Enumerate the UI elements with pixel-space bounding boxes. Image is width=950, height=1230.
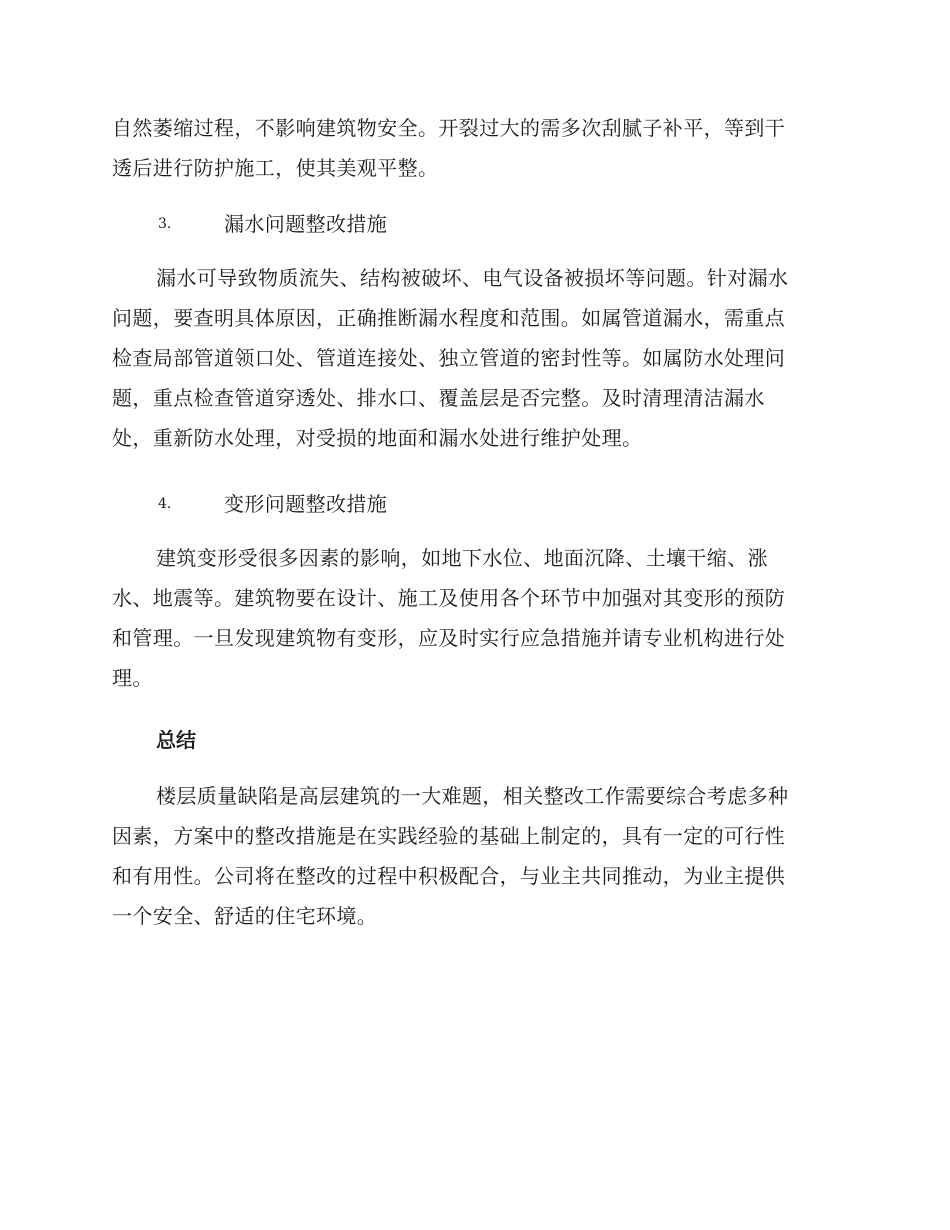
paragraph-line: 因素，方案中的整改措施是在实践经验的基础上制定的，具有一定的可行性 bbox=[112, 824, 786, 848]
paragraph-line: 水、地震等。建筑物要在设计、施工及使用各个环节中加强对其变形的预防 bbox=[112, 586, 786, 610]
paragraph-summary bbox=[112, 776, 832, 936]
paragraph-crack-continuation bbox=[112, 108, 832, 188]
paragraph-line: 题，重点检查管道穿透处、排水口、覆盖层是否完整。及时清理清洁漏水 bbox=[112, 386, 765, 410]
paragraph-line: 检查局部管道领口处、管道连接处、独立管道的密封性等。如属防水处理问 bbox=[112, 346, 786, 370]
heading-leak-fix: 漏水问题整改措施 bbox=[224, 212, 388, 236]
heading-deformation-fix: 变形问题整改措施 bbox=[224, 492, 388, 516]
section-title-summary: 总结 bbox=[156, 728, 196, 752]
paragraph-leak bbox=[112, 258, 832, 458]
heading-number-3: 3. bbox=[158, 216, 172, 232]
heading-number-4: 4. bbox=[158, 496, 172, 512]
paragraph-line: 处，重新防水处理，对受损的地面和漏水处进行维护处理。 bbox=[112, 426, 643, 450]
paragraph-line: 自然萎缩过程，不影响建筑物安全。开裂过大的需多次刮腻子补平，等到干 bbox=[112, 116, 786, 140]
paragraph-line: 理。 bbox=[112, 666, 153, 690]
paragraph-line: 一个安全、舒适的住宅环境。 bbox=[112, 904, 378, 928]
paragraph-line: 和管理。一旦发现建筑物有变形，应及时实行应急措施并请专业机构进行处 bbox=[112, 626, 786, 650]
paragraph-line: 透后进行防护施工，使其美观平整。 bbox=[112, 156, 439, 180]
paragraph-line: 问题，要查明具体原因，正确推断漏水程度和范围。如属管道漏水，需重点 bbox=[112, 306, 786, 330]
paragraph-line: 和有用性。公司将在整改的过程中积极配合，与业主共同推动，为业主提供 bbox=[112, 864, 786, 888]
paragraph-line: 漏水可导致物质流失、结构被破坏、电气设备被损坏等问题。针对漏水 bbox=[156, 266, 789, 290]
paragraph-line: 楼层质量缺陷是高层建筑的一大难题，相关整改工作需要综合考虑多种 bbox=[156, 784, 789, 808]
paragraph-deformation bbox=[112, 538, 832, 698]
paragraph-line: 建筑变形受很多因素的影响，如地下水位、地面沉降、土壤干缩、涨 bbox=[156, 546, 768, 570]
